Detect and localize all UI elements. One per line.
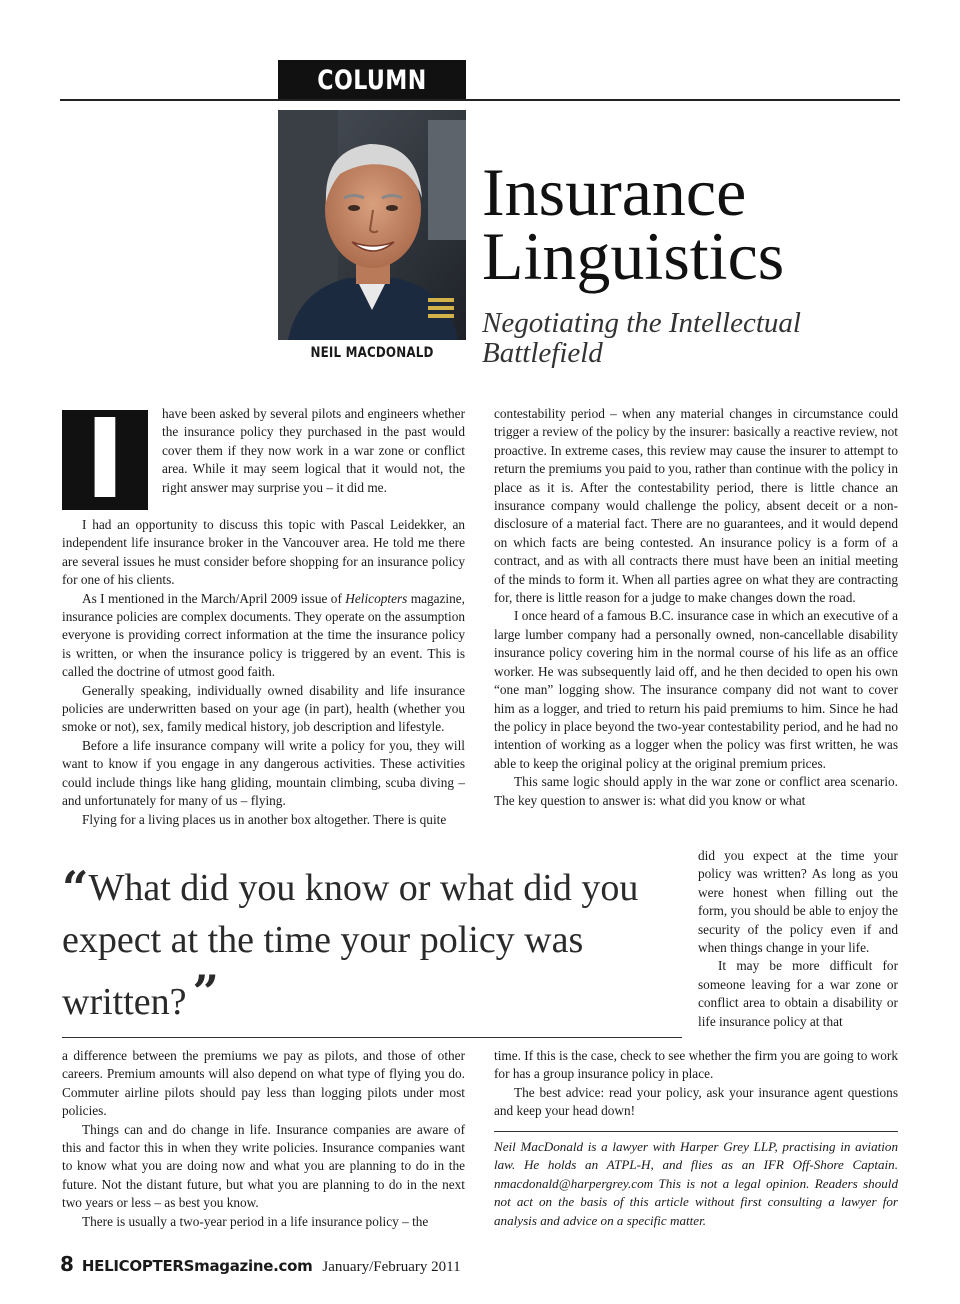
- pull-quote-text: What did you know or what did you expect at the time your policy was written?: [62, 867, 639, 1023]
- paragraph: did you expect at the time your policy was written? As long as you were honest when filling out the form, you should be able to enjoy the security of the policy even if and when things change in your life.: [698, 848, 898, 956]
- paragraph: Generally speaking, individually owned disability and life insurance policies are underwritten based on your age (in part), health (whether you smoke or not), sex, family medical history, job description and lifestyle.: [62, 682, 465, 735]
- site-name: HELICOPTERSmagazine.com: [81, 1257, 313, 1275]
- subtitle-line-1: Negotiating the Intellectual: [482, 307, 801, 339]
- paragraph: contestability period – when any material changes in circumstance could trigger a review of the policy by the insurer: basically a reactive review, not proactive. In extreme cases, this review may cause the insurer to attempt to return the premiums you paid to you, rather than continue with the policy in place as it is. After the contestability period, there is little chance an insurance company would challenge the policy, absent deceit or a non-disclosure of a material fact. There are no guarantees, and it would depend on which facts are being contested. An insurance policy is a form of a contract, and as with all contracts there must have been an initial meeting of the minds to form it. When all parties agree on what they are contracting for, there is little reason for a judge to make changes down the road.: [494, 406, 898, 606]
- left-column-upper: [62, 516, 465, 829]
- subtitle-line-2: Battlefield: [482, 337, 603, 369]
- right-column-lower: [494, 1047, 898, 1121]
- paragraph: time. If this is the case, check to see whether the firm you are going to work for has a group insurance policy in place.: [494, 1048, 898, 1082]
- open-quote-mark: “: [62, 861, 89, 915]
- title-line-2: Linguistics: [482, 218, 785, 294]
- right-column-upper: [494, 405, 898, 810]
- author-byline: NEIL MACDONALD: [310, 345, 434, 361]
- paragraph: [62, 590, 465, 682]
- paragraph: Before a life insurance company will write a policy for you, they will want to know if you engage in any dangerous activities. These activities could include things like hang gliding, mountain climbing, scuba diving – and unfortunately for many of us – flying.: [62, 737, 465, 809]
- dropcap-letter: I: [84, 395, 126, 523]
- paragraph: I had an opportunity to discuss this topic with Pascal Leidekker, an independent life insurance broker in the Vancouver area. He told me there are several issues he must consider before shopping for an insurance policy for one of his clients.: [62, 517, 465, 588]
- paragraph: The best advice: read your policy, ask your insurance agent questions and keep your head down!: [494, 1084, 898, 1119]
- paragraph-text: As I mentioned in the March/April 2009 issue of: [82, 590, 346, 606]
- paragraph: There is usually a two-year period in a life insurance policy – the: [82, 1213, 429, 1229]
- author-bio: Neil MacDonald is a lawyer with Harper Grey LLP, practising in aviation law. He holds an ATPL-H, and flies as an IFR Off-Shore Captain. nmacdonald@harpergrey.com This is not a legal opinion. Readers should not act on the basis of this article without first consulting a lawyer for analysis and advice on a specific matter.: [494, 1139, 898, 1228]
- paragraph: It may be more difficult for someone leaving for a war zone or conflict area to obtain a disability or life insurance policy at that: [698, 958, 898, 1029]
- pull-quote-rule: [62, 1037, 682, 1038]
- author-photo: [278, 110, 466, 340]
- paragraph-text: magazine, insurance policies are complex documents. They operate on the assumption everyone is providing correct information at the time the insurance policy is written, or when the insurance policy is triggered by an event. This is called the doctrine of utmost good faith.: [62, 590, 465, 680]
- title-line-1: Insurance: [482, 154, 747, 230]
- article-subtitle: [482, 308, 902, 368]
- paragraph: This same logic should apply in the war zone or conflict area scenario. The key question to answer is: what did you know or what: [494, 774, 898, 808]
- lead-text: have been asked by several pilots and engineers whether the insurance policy they purchased in the past would cover them if they now work in a war zone or conflict area. While it may seem logical that it would not, the right answer may surprise you – it did me.: [162, 406, 465, 495]
- left-column-lower: [62, 1047, 465, 1231]
- lead-paragraph: [162, 405, 465, 497]
- page-footer: [60, 1252, 461, 1276]
- right-column-narrow: [698, 847, 898, 1031]
- pull-quote: [62, 862, 662, 1028]
- bio-rule: [494, 1131, 898, 1132]
- paragraph: Things can and do change in life. Insurance companies are aware of this and factor this in when they write policies. Insurance companies want to know what you are doing now and what you are planning to do in the future. Not the distant future, but what you are planning to do in the next two years or less – as best you know.: [62, 1121, 465, 1211]
- page-number: 8: [60, 1252, 74, 1276]
- magazine-name: Helicopters: [345, 590, 408, 606]
- paragraph: I once heard of a famous B.C. insurance case in which an executive of a large lumber company had a personally owned, non-cancellable disability insurance policy covering him in the normal course of his life as an office worker. He was subsequently laid off, and he then decided to open his own “one man” logging show. The insurance company did not want to cover him as a logger, and tried to return his paid premiums to him. Since he had the policy in place beyond the two-year contestability period, and he had no intention of working as a logger when the policy was first written, he was able to keep the original policy at the original premium prices.: [494, 608, 898, 771]
- paragraph: Flying for a living places us in another box altogether. There is quite: [82, 811, 447, 827]
- article-title: [482, 154, 902, 294]
- issue-date: January/February 2011: [322, 1259, 461, 1275]
- close-quote-mark: ”: [192, 965, 219, 1019]
- paragraph: a difference between the premiums we pay as pilots, and those of other careers. Premium amounts will also depend on what type of flying you do. Commuter airline pilots should pay less than logging pilots under most policies.: [62, 1048, 465, 1119]
- section-label: COLUMN: [295, 60, 449, 100]
- header-rule: [60, 99, 900, 101]
